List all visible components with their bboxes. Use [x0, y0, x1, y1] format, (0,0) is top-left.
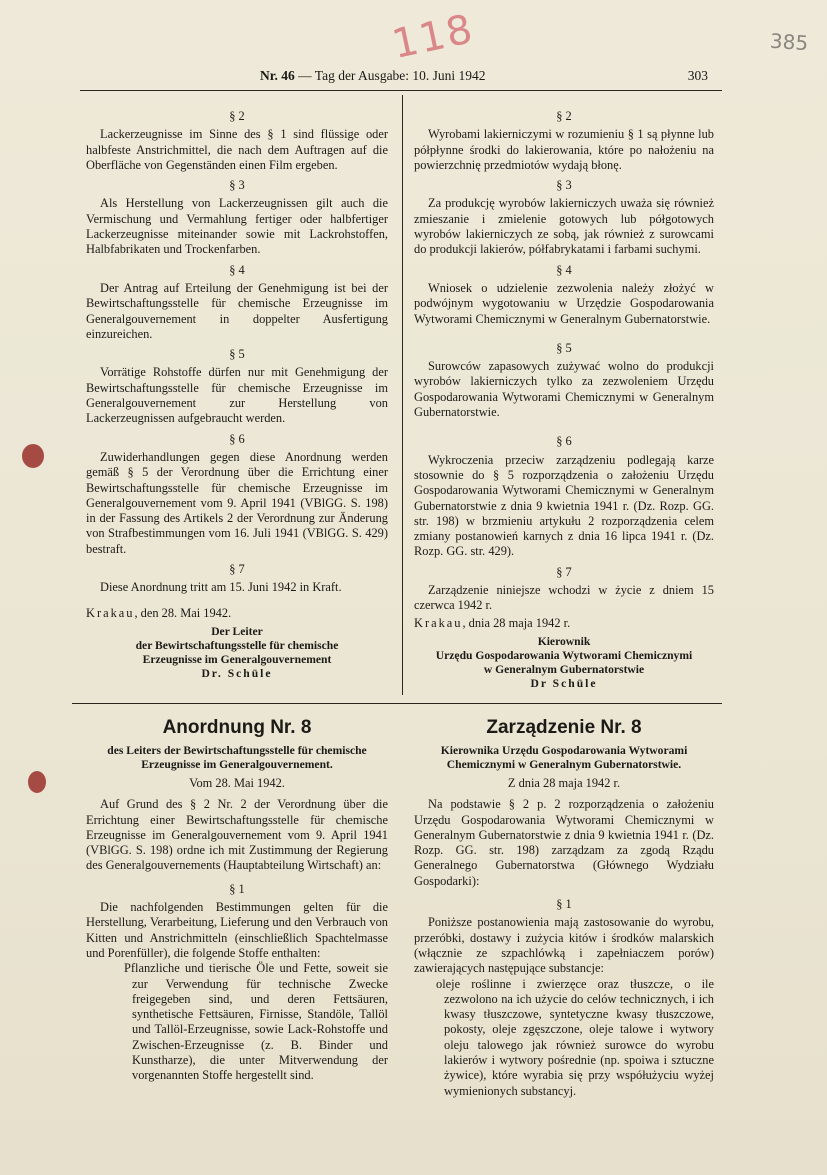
signature-office: Urzędu Gospodarowania Wytworami Chemicznymi: [435, 648, 693, 662]
paragraph: Der Antrag auf Erteilung der Genehmigung ist bei der Bewirtschaftungsstelle für chemische Erzeugnisse im Generalgouvernement in doppelter Ausfertigung einzureichen.: [86, 280, 388, 341]
section-heading: § 4: [556, 262, 572, 277]
issue-line: [260, 68, 486, 84]
paragraph: Za produkcję wyrobów lakierniczych uważa się również zmieszanie i zmielenie gotowych lub półgotowych wyrobów lakierniczych ze sobą, jak również z surowcami do produkcji lakierów, półfabrykatami i farbami suchymi.: [414, 196, 714, 257]
german-anordnung-8: [86, 716, 388, 1084]
paragraph: Wykroczenia przeciw zarządzeniu podlegają karze stosownie do § 5 rozporządzenia o założeniu Urzędu Gospodarowania Wytworami Chemicznymi w Generalnym Gubernatorstwie z dnia 9 kwietnia 1941 r. (Dz. Rozp. GG. str. 198) w brzmieniu artykułu 2 rozporządzenia celem zmiany postanowień karnych z dnia 16 lipca 1941 r. (Dz. Rozp. GG. str. 429).: [414, 452, 714, 559]
section-divider: [72, 703, 722, 704]
section-heading: § 6: [229, 431, 245, 446]
section-heading: § 2: [556, 109, 572, 123]
decree-date: Vom 28. Mai 1942.: [189, 776, 285, 790]
signature-name: Dr Schüle: [530, 676, 598, 690]
paragraph: Na podstawie § 2 p. 2 rozporządzenia o założeniu Urzędu Gospodarowania Wytworami Chemicznymi w Generalnym Gubernatorstwie z dnia 9 kwietnia 1941 r. (Dz. Rozp. GG. str. 198) zarządzam za zgodą Rządu Generalnego Gubernatorstwa (Głównego Wydziału Gospodarki):: [414, 797, 714, 888]
paragraph: Vorrätige Rohstoffe dürfen nur mit Genehmigung der Bewirtschaftungsstelle für chemische Erzeugnisse im Generalgouvernement zur Herstellung von Lackerzeugnissen aufgebraucht werden.: [86, 365, 388, 426]
paragraph: Lackerzeugnisse im Sinne des § 1 sind flüssige oder halbfeste Anstrichmittel, die nach dem Auftragen auf die Oberfläche von Gegenständen einen Film ergeben.: [86, 127, 388, 172]
section-heading: § 2: [229, 109, 245, 123]
section-heading: § 7: [556, 564, 572, 579]
section-heading: § 1: [556, 897, 572, 912]
section-heading: § 5: [556, 340, 572, 355]
paragraph: Wyrobami lakierniczymi w rozumieniu § 1 są płynne lub półpłynne środki do lakierowania, które po nałożeniu na powierzchnię przedmiotów wydają błonę.: [414, 127, 714, 172]
place-date-text: , dnia 28 maja 1942 r.: [462, 615, 571, 630]
issue-number: Nr. 46: [260, 68, 295, 83]
paragraph: Poniższe postanowienia mają zastosowanie do wyrobu, przeróbki, dostawy i zużycia kitów i środków malarskich (włącznie ze szpachlówką i zapełniaczem porów) zawierających następujące substancje:: [414, 915, 714, 976]
paragraph: Zarządzenie niniejsze wchodzi w życie z dniem 15 czerwca 1942 r.: [414, 583, 714, 613]
page-number: 303: [687, 68, 708, 83]
paragraph: Surowców zapasowych zużywać wolno do produkcji wyrobów lakierniczych tylko za zezwoleniem Urzędu Gospodarowania Wytworami Chemicznymi w Generalnym Gubernatorstwie.: [414, 359, 714, 420]
page-header: [80, 66, 720, 88]
german-decree-continued: [86, 104, 388, 681]
section-heading: § 6: [556, 434, 572, 449]
section-heading: § 3: [229, 178, 245, 193]
polish-decree-continued: [414, 104, 714, 691]
signature-name: Dr. Schüle: [201, 666, 273, 680]
paragraph: Die nachfolgenden Bestimmungen gelten für die Herstellung, Verarbeitung, Lieferung und den Verbrauch von Kitten und Anstrichmitteln (einschließlich Spachtelmasse und Porenfüller), die folgende Stoffe enthalten:: [86, 900, 388, 960]
column-divider: [402, 95, 403, 695]
signature-title: Kierownik: [537, 634, 591, 648]
decree-title: Anordnung Nr. 8: [162, 717, 312, 738]
place-date: [414, 616, 714, 631]
header-rule: [80, 90, 722, 91]
paragraph: Zuwiderhandlungen gegen diese Anordnung werden gemäß § 5 der Verordnung über die Errichtung einer Bewirtschaftungsstelle für chemische Erzeugnisse im Generalgouvernement vom 9. April 1941 (VBlGG. S. 198) in der Fassung des Artikels 2 der Verordnung zur Änderung von Strafbestimmungen vom 16. Juli 1941 (VBlGG. S. 429) bestraft.: [86, 449, 388, 556]
place-date-text: , den 28. Mai 1942.: [134, 605, 232, 620]
pencil-page-mark: 385: [769, 28, 809, 56]
issue-date: — Tag der Ausgabe: 10. Juni 1942: [298, 68, 486, 83]
paragraph: Als Herstellung von Lackerzeugnissen gilt auch die Vermischung und Vermahlung fertiger oder halbfertiger Lackerzeugnisse miteinander sowie mit Lackrohstoffen, Halbfabrikaten und Trockenfarben.: [86, 196, 388, 257]
signature-office: Erzeugnisse im Generalgouvernement: [142, 652, 332, 666]
section-heading: § 4: [229, 262, 245, 277]
substance-list: oleje roślinne i zwierzęce oraz tłuszcze, o ile zezwolono na ich użycie do celów technicznych, i ich kwasy tłuszczowe, syntetyczne kwasy tłuszczowe, pokosty, oleje zgęszczone, oleje talowe i wytwory oleju talowego jak również surowce do wyrobu lakierów i wytwory pośrednie (np. spoiwa i sztuczne żywice), które wyrabia się przy współużyciu wyżej wymienionych substancyj.: [436, 976, 714, 1098]
polish-zarzadzenie-8: [414, 716, 714, 1099]
decree-subtitle: des Leiters der Bewirtschaftungsstelle für chemische Erzeugnisse im Generalgouvernement.: [107, 744, 367, 771]
place-city: Krakau: [86, 605, 135, 620]
signature-office: w Generalnym Gubernatorstwie: [483, 662, 645, 676]
section-heading: § 7: [229, 562, 245, 577]
decree-title: Zarządzenie Nr. 8: [486, 717, 642, 738]
stain-mark: [22, 444, 44, 468]
signature-office: der Bewirtschaftungsstelle für chemische: [135, 638, 339, 652]
section-heading: § 5: [229, 347, 245, 362]
stain-mark: [28, 771, 46, 793]
substance-list: Pflanzliche und tierische Öle und Fette, soweit sie zur Verwendung für technische Zwecke freigegeben sind, und deren Fettsäuren, synthetische Fettsäuren, Firnisse, Standöle, Tallöl und Tallöl-Erzeugnisse, sowie Lack-Rohstoffe und Zwischen-Erzeugnisse (z. B. Binder und Kunstharze), die unter Mitverwendung der vorgenannten Stoffe hergestellt sind.: [124, 961, 388, 1083]
section-heading: § 3: [556, 178, 572, 193]
place-date: [86, 606, 388, 621]
section-heading: § 1: [229, 881, 245, 896]
paragraph: Wniosek o udzielenie zezwolenia należy złożyć w podwójnym wygotowaniu w Urzędzie Gospodarowania Wytworami Chemicznymi w Generalnym Gubernatorstwie.: [414, 280, 714, 326]
paragraph: Auf Grund des § 2 Nr. 2 der Verordnung über die Errichtung einer Bewirtschaftungsstelle für chemische Erzeugnisse im Generalgouvernement vom 9. April 1941 (VBlGG. S. 198) ordne ich mit Zustimmung der Regierung des Generalgouvernements (Hauptabteilung Wirtschaft) an:: [86, 797, 388, 873]
paragraph: Diese Anordnung tritt am 15. Juni 1942 in Kraft.: [100, 580, 342, 595]
decree-subtitle: Kierownika Urzędu Gospodarowania Wytworami Chemicznymi w Generalnym Gubernatorstwie.: [440, 744, 688, 771]
place-city: Krakau: [414, 615, 463, 630]
handwritten-page-note: 118: [388, 5, 479, 69]
decree-date: Z dnia 28 maja 1942 r.: [507, 776, 621, 790]
signature-title: Der Leiter: [211, 624, 263, 638]
